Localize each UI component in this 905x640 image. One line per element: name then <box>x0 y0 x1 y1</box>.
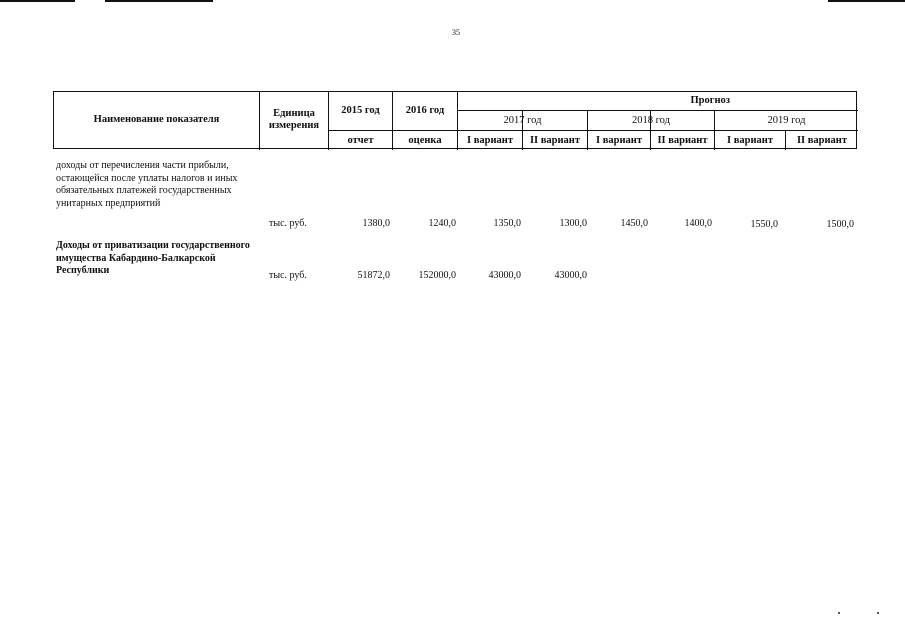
header-2018-var2: II вариант <box>657 134 708 146</box>
header-2019-var2: II вариант <box>796 134 848 146</box>
header-name: Наименование показателя <box>93 114 220 125</box>
value-2015: 1380,0 <box>362 218 390 229</box>
header-2017: 2017 год <box>503 114 542 126</box>
value-2018-v2: 1400,0 <box>684 218 712 229</box>
header-2017-var2: II вариант <box>529 134 581 146</box>
header-sub-2015: отчет <box>347 134 374 146</box>
header-sub-2016: оценка <box>408 134 442 146</box>
scan-speck <box>877 612 879 614</box>
row-label-privatization: Доходы от приватизации государственного имущества Кабардино-Балкарской Республики <box>56 240 250 276</box>
value-2016: 1240,0 <box>428 218 456 229</box>
scan-mark <box>828 0 905 2</box>
value-2017-v1: 43000,0 <box>488 270 521 281</box>
header-2018: 2018 год <box>632 114 670 126</box>
scan-mark <box>0 0 75 2</box>
header-2018-var1: I вариант <box>596 134 642 146</box>
value-2017-v2: 43000,0 <box>554 270 587 281</box>
value-2019-v1: 1550,0 <box>750 219 778 230</box>
scan-mark <box>105 0 213 2</box>
header-unit: Единица измерения <box>268 108 320 131</box>
header-2019-var1: I вариант <box>727 134 773 146</box>
header-2016: 2016 год <box>405 105 445 116</box>
value-2018-v1: 1450,0 <box>620 218 648 229</box>
page-number: 35 <box>452 28 460 37</box>
value-2015: 51872,0 <box>357 270 390 281</box>
header-2015: 2015 год <box>341 105 380 116</box>
header-2017-var1: I вариант <box>467 134 513 146</box>
row-label-profit-transfer: доходы от перечисления части прибыли, остающейся после уплаты налогов и иных обязательных платежей государственных унитарных предприятий <box>56 160 238 209</box>
header-2019: 2019 год <box>767 114 806 126</box>
value-2016: 152000,0 <box>418 270 456 281</box>
scan-speck <box>838 612 840 614</box>
header-forecast: Прогноз <box>690 95 730 106</box>
value-2017-v1: 1350,0 <box>493 218 521 229</box>
table-header <box>53 91 857 149</box>
row-unit: тыс. руб. <box>269 270 307 281</box>
row-unit: тыс. руб. <box>269 218 307 229</box>
value-2017-v2: 1300,0 <box>559 218 587 229</box>
value-2019-v2: 1500,0 <box>826 219 854 230</box>
